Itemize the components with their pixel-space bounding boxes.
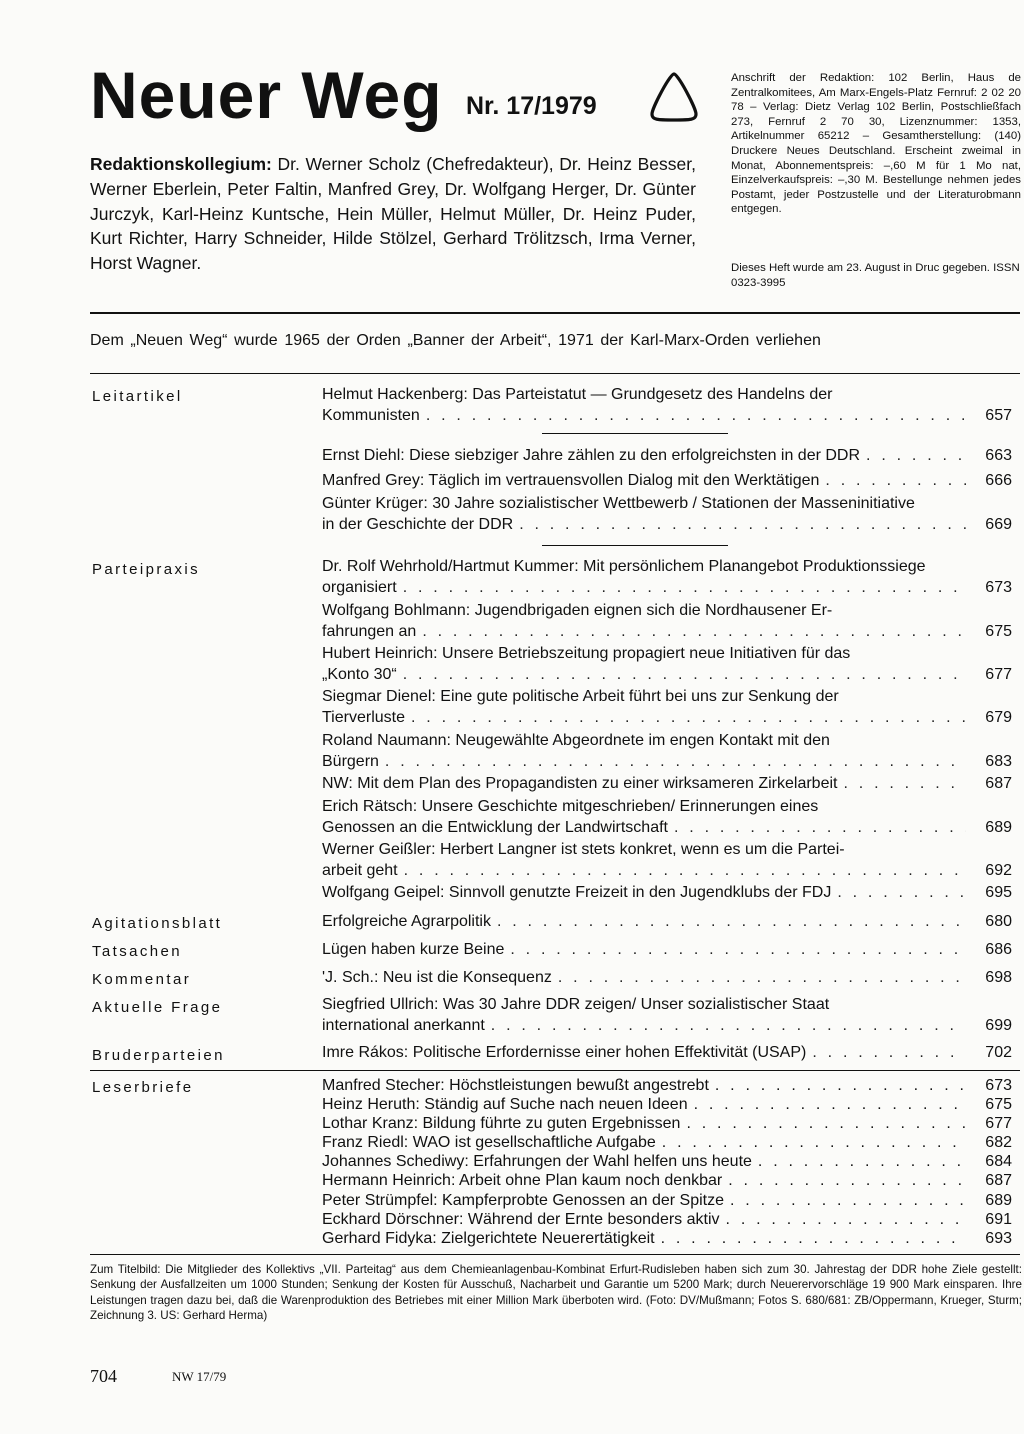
- entry-title: NW: Mit dem Plan des Propagandisten zu einer wirksameren Zirkelarbeit: [322, 775, 838, 792]
- letter-title: Gerhard Fidyka: Zielgerichtete Neuerertätigkeit: [322, 1229, 655, 1247]
- entry-title-tail: in der Geschichte der DDR: [322, 515, 514, 533]
- leader-dots: [510, 940, 966, 961]
- entry-page: 702: [985, 1044, 1012, 1061]
- entry-page: 692: [985, 861, 1012, 879]
- letter-title: Lothar Kranz: Bildung führte zu guten Ergebnissen: [322, 1115, 681, 1133]
- letter-entry[interactable]: [322, 1152, 1012, 1171]
- entry-title-line: Dr. Rolf Wehrhold/Hartmut Kummer: Mit persönlichem Planangebot Produktionssiege: [322, 558, 926, 575]
- entry-page: 687: [985, 775, 1012, 792]
- entry-title-line: Werner Geißler: Herbert Langner ist stets konkret, wenn es um die Partei-: [322, 841, 845, 858]
- leader-dots: [686, 1114, 966, 1133]
- letter-entry[interactable]: [322, 1229, 1012, 1248]
- toc-entry[interactable]: [322, 774, 1012, 795]
- toc-entry[interactable]: [322, 557, 1012, 598]
- toc-entry[interactable]: [322, 731, 1012, 772]
- entry-title: Wolfgang Geipel: Sinnvoll genutzte Freizeit in den Jugendklubs der FDJ: [322, 884, 832, 901]
- letter-entry[interactable]: [322, 1210, 1012, 1229]
- leader-dots: [403, 665, 966, 686]
- section-leitartikel: Leitartikel: [92, 388, 183, 405]
- toc-entry[interactable]: [322, 940, 1012, 961]
- letter-page: 677: [985, 1115, 1012, 1133]
- entry-page: 679: [985, 708, 1012, 726]
- entry-title: Erfolgreiche Agrarpolitik: [322, 913, 491, 930]
- section-leserbriefe: Leserbriefe: [92, 1079, 194, 1096]
- letter-title: Heinz Heruth: Ständig auf Suche nach neuen Ideen: [322, 1096, 688, 1114]
- letter-title: Peter Strümpfel: Kampferprobte Genossen an der Spitze: [322, 1191, 724, 1209]
- letter-entry[interactable]: [322, 1133, 1012, 1152]
- award-note: Dem „Neuen Weg“ wurde 1965 der Orden „Banner der Arbeit“, 1971 der Karl-Marx-Orden verliehen: [90, 332, 821, 349]
- entry-title: 'J. Sch.: Neu ist die Konsequenz: [322, 969, 552, 986]
- issue-number: Nr. 17/1979: [466, 92, 597, 120]
- toc-entry[interactable]: [322, 797, 1012, 838]
- entry-page: 657: [985, 406, 1012, 424]
- toc-entry[interactable]: [322, 471, 1012, 492]
- leader-dots: [385, 752, 966, 773]
- toc-entry[interactable]: [322, 601, 1012, 642]
- entry-title-tail: arbeit geht: [322, 861, 398, 879]
- entry-title: Imre Rákos: Politische Erfordernisse einer hohen Effektivität (USAP): [322, 1044, 807, 1061]
- entry-title-tail: organisiert: [322, 578, 397, 596]
- letter-title: Franz Riedl: WAO ist gesellschaftliche Aufgabe: [322, 1134, 656, 1152]
- entry-title-line: Erich Rätsch: Unsere Geschichte mitgeschrieben/ Erinnerungen eines: [322, 798, 819, 815]
- cover-caption: Zum Titelbild: Die Mitglieder des Kollektivs „VII. Parteitag“ aus dem Chemieanlagenbau-Kombinat Erfurt-Rudisleben haben sich zum 30. Jahrestag der DDR hohe Ziele gestellt: Senkung der Ausfallzeiten um 1000 Stunden; Senkung der Kosten für Ausschuß, Nacharbeit und Garantie um 5200 Mark; durch Neuerervorschläge 19 900 Mark einsparen. Ihre Leistungen tragen dazu bei, daß die Warenproduktion des Betriebes mit einer Million Mark überboten wird. (Foto: DV/Mußmann; Fotos S. 680/681: ZB/Oppermann, Krueger, Sturm; Zeichnung 3. US: Gerhard Herma): [90, 1263, 1022, 1322]
- letters-rule: [90, 1070, 1020, 1071]
- triangle-logo-icon: [648, 70, 700, 124]
- entry-page: 666: [985, 472, 1012, 489]
- entry-title-tail: fahrungen an: [322, 622, 417, 640]
- leader-dots: [825, 471, 966, 492]
- editorial-board-members: Dr. Werner Scholz (Chefredakteur), Dr. Heinz Besser, Werner Eberlein, Peter Faltin, Manfred Grey, Dr. Wolfgang Herger, Dr. Günter Jurczyk, Karl-Heinz Kuntsche, Hein Müller, Helmut Müller, Dr. Heinz Puder, Kurt Richter, Harry Schneider, Hilde Stölzel, Gerhard Trölitzsch, Irma Verner, Horst Wagner.: [90, 154, 696, 274]
- toc-top-rule: [90, 373, 1020, 374]
- editorial-board: [90, 152, 696, 276]
- letter-page: 682: [985, 1134, 1012, 1152]
- entry-title-line: Wolfgang Bohlmann: Jugendbrigaden eignen sich die Nordhausener Er-: [322, 602, 833, 619]
- entry-title-tail: Tierverluste: [322, 708, 405, 726]
- section-agitationsblatt: Agitationsblatt: [92, 915, 223, 932]
- entry-title-line: Roland Naumann: Neugewählte Abgeordnete im engen Kontakt mit den: [322, 732, 830, 749]
- letter-entry[interactable]: [322, 1114, 1012, 1133]
- section-divider: [542, 433, 728, 434]
- leader-dots: [730, 1191, 966, 1210]
- leader-dots: [519, 515, 966, 536]
- entry-page: 683: [985, 752, 1012, 770]
- toc-entry[interactable]: [322, 494, 1012, 535]
- toc-entry[interactable]: [322, 995, 1012, 1036]
- letter-page: 684: [985, 1153, 1012, 1171]
- leader-dots: [662, 1133, 966, 1152]
- toc-entry[interactable]: [322, 968, 1012, 989]
- letter-page: 691: [985, 1210, 1012, 1228]
- letters-list: [322, 1076, 1012, 1248]
- letter-entry[interactable]: [322, 1191, 1012, 1210]
- print-note: Dieses Heft wurde am 23. August in Druc gegeben. ISSN 0323-3995: [731, 262, 1020, 289]
- entry-page: 677: [985, 665, 1012, 683]
- entry-title-line: Hubert Heinrich: Unsere Betriebszeitung propagiert neue Initiativen für das: [322, 645, 851, 662]
- entry-title-tail: Kommunisten: [322, 406, 420, 424]
- top-rule: [90, 312, 1020, 314]
- letter-page: 689: [985, 1191, 1012, 1209]
- letter-entry[interactable]: [322, 1095, 1012, 1114]
- toc-entry[interactable]: [322, 446, 1012, 467]
- page-number: 704: [90, 1366, 117, 1386]
- entry-page: 699: [985, 1016, 1012, 1034]
- letter-page: 687: [985, 1172, 1012, 1190]
- toc-entry[interactable]: [322, 1043, 1012, 1064]
- entry-page: 686: [985, 941, 1012, 958]
- toc-entry[interactable]: [322, 912, 1012, 933]
- entry-page: 663: [985, 447, 1012, 464]
- leader-dots: [661, 1229, 966, 1248]
- entry-title: Ernst Diehl: Diese siebziger Jahre zählen zu den erfolgreichsten in der DDR: [322, 447, 861, 464]
- leader-dots: [491, 1016, 966, 1037]
- publisher-address: Anschrift der Redaktion: 102 Berlin, Haus de Zentralkomitees, Am Marx-Engels-Platz Fernruf: 2 02 20 78 – Verlag: Dietz Verlag 102 Berlin, Postschließfach 273, Fernruf 2 70 30, Lizenznummer: 1353, Artikelnummer 65212 – Gesamtherstellung: (140) Druckere Neues Deutschland. Erscheint zweimal in Monat, Abonnementspreis: –,60 M für 1 Mo nat, Einzelverkaufspreis: –,30 M. Bestellunge nehmen jedes Postamt, jeder Postzustelle und der Literaturobmann entgegen.: [731, 72, 1021, 216]
- entry-title-tail: Bürgern: [322, 752, 379, 770]
- leader-dots: [837, 883, 966, 904]
- issue-reference: NW 17/79: [172, 1369, 227, 1384]
- entry-page: 680: [985, 913, 1012, 930]
- leader-dots: [812, 1043, 966, 1064]
- leader-dots: [558, 968, 966, 989]
- entry-title-tail: international anerkannt: [322, 1016, 485, 1034]
- entry-title-line: Helmut Hackenberg: Das Parteistatut — Grundgesetz des Handelns der: [322, 386, 833, 403]
- leader-dots: [866, 446, 966, 467]
- leader-dots: [422, 622, 966, 643]
- leader-dots: [674, 818, 966, 839]
- entry-title: Manfred Grey: Täglich im vertrauensvollen Dialog mit den Werktätigen: [322, 472, 820, 489]
- section-aktuelle-frage: Aktuelle Frage: [92, 999, 223, 1016]
- toc-entry[interactable]: [322, 644, 1012, 685]
- section-tatsachen: Tatsachen: [92, 943, 182, 960]
- section-bruderparteien: Bruderparteien: [92, 1047, 225, 1064]
- entry-page: 698: [985, 969, 1012, 986]
- toc-entry[interactable]: [322, 840, 1012, 881]
- entry-title-line: Siegfried Ullrich: Was 30 Jahre DDR zeigen/ Unser sozialistischer Staat: [322, 996, 830, 1013]
- section-divider: [542, 545, 728, 546]
- entry-title-tail: „Konto 30“: [322, 665, 397, 683]
- leader-dots: [694, 1095, 966, 1114]
- letter-title: Eckhard Dörschner: Während der Ernte besonders aktiv: [322, 1210, 720, 1228]
- leader-dots: [411, 708, 966, 729]
- letter-page: 673: [985, 1077, 1012, 1094]
- entry-title-tail: Genossen an die Entwicklung der Landwirtschaft: [322, 818, 668, 836]
- bottom-rule: [90, 1254, 1020, 1255]
- toc-entry[interactable]: [322, 883, 1012, 904]
- letter-entry[interactable]: [322, 1171, 1012, 1190]
- editorial-board-label: Redaktionskollegium:: [90, 154, 272, 174]
- leader-dots: [497, 912, 966, 933]
- entry-title-line: Günter Krüger: 30 Jahre sozialistischer Wettbewerb / Stationen der Masseninitiative: [322, 495, 915, 512]
- section-parteipraxis: Parteipraxis: [92, 561, 200, 578]
- leader-dots: [403, 578, 966, 599]
- leader-dots: [426, 406, 966, 427]
- entry-title: Lügen haben kurze Beine: [322, 941, 505, 958]
- entry-title-line: Siegmar Dienel: Eine gute politische Arbeit führt bei uns zur Senkung der: [322, 688, 839, 705]
- entry-page: 669: [985, 515, 1012, 533]
- leader-dots: [843, 774, 966, 795]
- entry-page: 675: [985, 622, 1012, 640]
- toc-entry[interactable]: [322, 687, 1012, 728]
- entry-page: 673: [985, 578, 1012, 596]
- letter-title: Johannes Schediwy: Erfahrungen der Wahl helfen uns heute: [322, 1153, 752, 1171]
- section-kommentar: Kommentar: [92, 971, 192, 988]
- leader-dots: [715, 1076, 966, 1095]
- toc-entry[interactable]: [322, 385, 1012, 426]
- letter-page: 675: [985, 1096, 1012, 1114]
- leader-dots: [404, 861, 966, 882]
- leader-dots: [758, 1152, 966, 1171]
- leader-dots: [726, 1210, 966, 1229]
- letter-page: 693: [985, 1229, 1012, 1247]
- entry-page: 689: [985, 818, 1012, 836]
- letter-title: Manfred Stecher: Höchstleistungen bewußt angestrebt: [322, 1077, 709, 1094]
- entry-page: 695: [985, 884, 1012, 901]
- masthead-title: Neuer Weg: [90, 58, 443, 132]
- leader-dots: [728, 1171, 966, 1190]
- letter-title: Hermann Heinrich: Arbeit ohne Plan kaum noch denkbar: [322, 1172, 723, 1190]
- letter-entry[interactable]: [322, 1076, 1012, 1095]
